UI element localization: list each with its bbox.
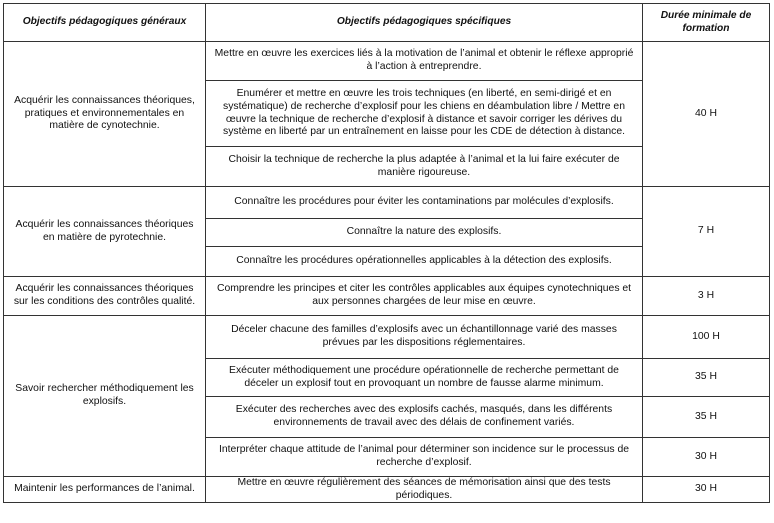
general-objective: Acquérir les connaissances théoriques en matière de pyrotechnie. [4, 187, 206, 277]
duration-cell: 30 H [643, 438, 770, 477]
table-row [4, 42, 770, 81]
specific-objective: Connaître les procédures pour éviter les contaminations par molécules d’explosifs. [206, 187, 643, 219]
duration-cell: 35 H [643, 359, 770, 397]
general-objective: Acquérir les connaissances théoriques, pratiques et environnementales en matière de cynotechnie. [4, 42, 206, 187]
specific-objective: Exécuter des recherches avec des explosifs cachés, masqués, dans les différents environnements de travail avec des délais de confinement variés. [206, 397, 643, 438]
specific-objective: Connaître les procédures opérationnelles applicables à la détection des explosifs. [206, 247, 643, 277]
duration-cell: 3 H [643, 277, 770, 316]
specific-objective: Exécuter méthodiquement une procédure opérationnelle de recherche permettant de déceler un explosif tout en provoquant un nombre de fausse alarme minimum. [206, 359, 643, 397]
table-row [4, 316, 770, 359]
duration-cell: 40 H [643, 42, 770, 187]
specific-objective: Déceler chacune des familles d’explosifs avec un échantillonnage varié des masses prévues par les dispositions réglementaires. [206, 316, 643, 359]
table-row [4, 477, 770, 503]
specific-objective: Mettre en œuvre les exercices liés à la motivation de l’animal et obtenir le réflexe approprié à l’action à entreprendre. [206, 42, 643, 81]
general-objective: Acquérir les connaissances théoriques sur les conditions des contrôles qualité. [4, 277, 206, 316]
table-row [4, 187, 770, 219]
specific-objective: Interpréter chaque attitude de l’animal pour déterminer son incidence sur le processus de recherche d’explosif. [206, 438, 643, 477]
duration-cell: 30 H [643, 477, 770, 503]
general-objective: Savoir rechercher méthodiquement les explosifs. [4, 316, 206, 477]
table-row [4, 277, 770, 316]
specific-objective: Mettre en œuvre régulièrement des séances de mémorisation ainsi que des tests périodiques. [206, 477, 643, 503]
duration-cell: 100 H [643, 316, 770, 359]
header-duration: Durée minimale de formation [643, 4, 770, 42]
specific-objective: Connaître la nature des explosifs. [206, 219, 643, 247]
header-general: Objectifs pédagogiques généraux [4, 4, 206, 42]
specific-objective: Comprendre les principes et citer les contrôles applicables aux équipes cynotechniques et aux personnes chargées de leur mise en œuvre. [206, 277, 643, 316]
header-row [4, 4, 770, 42]
specific-objective: Enumérer et mettre en œuvre les trois techniques (en liberté, en semi-dirigé et en systématique) de recherche d’explosif pour les chiens en déambulation libre / Mettre en œuvre la technique de recherche d’explosif à distance et savoir corriger les dérives du système en liberté par un entraînement en laisse pour les CDE de détection à distance. [206, 81, 643, 147]
header-specific: Objectifs pédagogiques spécifiques [206, 4, 643, 42]
duration-cell: 7 H [643, 187, 770, 277]
specific-objective: Choisir la technique de recherche la plus adaptée à l’animal et la lui faire exécuter de manière rigoureuse. [206, 147, 643, 187]
duration-cell: 35 H [643, 397, 770, 438]
training-objectives-table [3, 3, 770, 503]
general-objective: Maintenir les performances de l’animal. [4, 477, 206, 503]
